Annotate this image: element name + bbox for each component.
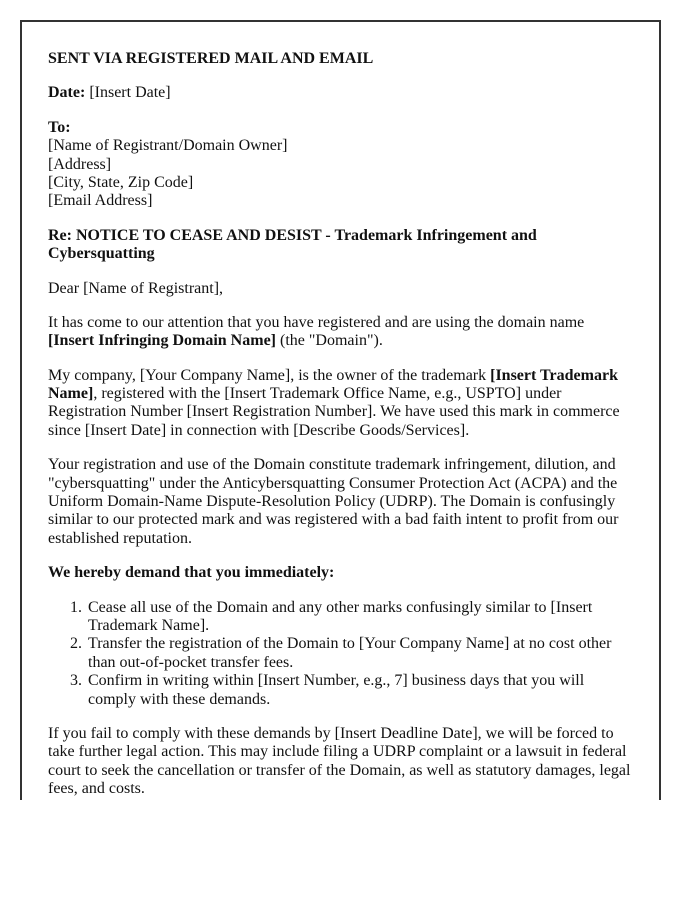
paragraph-trademark-ownership xyxy=(48,367,633,441)
date-value: [Insert Date] xyxy=(89,84,171,102)
letter-document xyxy=(20,20,661,800)
trademark-ownership-pre: My company, [Your Company Name], is the owner of the trademark xyxy=(48,366,491,384)
date-line xyxy=(48,84,633,102)
salutation-line: Dear [Name of Registrant], xyxy=(48,279,224,297)
delivery-method-line: SENT VIA REGISTERED MAIL AND EMAIL xyxy=(48,50,374,67)
trademark-name-placeholder: [Insert Trademark Name] xyxy=(48,366,618,403)
date-label: Date: xyxy=(48,84,86,102)
recipient-email-line: [Email Address] xyxy=(48,192,153,210)
demand-item-cease-use: 1. Cease all use of the Domain and any other marks confusingly similar to [Insert Trademark Name]. xyxy=(86,599,633,636)
recipient-block xyxy=(48,119,633,211)
subject-line: Re: NOTICE TO CEASE AND DESIST - Trademark Infringement and Cybersquatting xyxy=(48,226,537,263)
paragraph-consequences: If you fail to comply with these demands by [Insert Deadline Date], we will be forced to take further legal action. This may include filing a UDRP complaint or a lawsuit in federal court to seek the cancellation or transfer of the Domain, as well as statutory damages, legal fees, and costs. xyxy=(48,724,631,798)
domain-notice-post: (the "Domain"). xyxy=(276,332,383,350)
recipient-address-line: [Address] xyxy=(48,155,112,173)
recipient-city-line: [City, State, Zip Code] xyxy=(48,173,194,191)
paragraph-violation-claims: Your registration and use of the Domain constitute trademark infringement, dilution, and "cybersquatting" under the Anticybersquatting Consumer Protection Act (ACPA) and the Uniform Domain-Name Dispute-Resolution Policy (UDRP). The Domain is confusingly similar to our protected mark and was registered with a bad faith intent to profit from our established reputation. xyxy=(48,456,619,547)
to-label: To: xyxy=(48,118,71,136)
infringing-domain-placeholder: [Insert Infringing Domain Name] xyxy=(48,332,276,350)
demands-list xyxy=(48,599,633,709)
domain-notice-pre: It has come to our attention that you have registered and are using the domain name xyxy=(48,313,585,331)
demand-item-confirm-writing: 3. Confirm in writing within [Insert Number, e.g., 7] business days that you will comply with these demands. xyxy=(86,672,633,709)
paragraph-domain-notice xyxy=(48,314,633,351)
trademark-ownership-post: , registered with the [Insert Trademark Office Name, e.g., USPTO] under Registration Number [Insert Registration Number]. We have used this mark in commerce since [Insert Date] in connection with [Describe Goods/Services]. xyxy=(48,385,620,439)
demands-heading: We hereby demand that you immediately: xyxy=(48,564,335,582)
demand-item-transfer-domain: 2. Transfer the registration of the Domain to [Your Company Name] at no cost other than out-of-pocket transfer fees. xyxy=(86,635,633,672)
recipient-name-line: [Name of Registrant/Domain Owner] xyxy=(48,137,288,155)
